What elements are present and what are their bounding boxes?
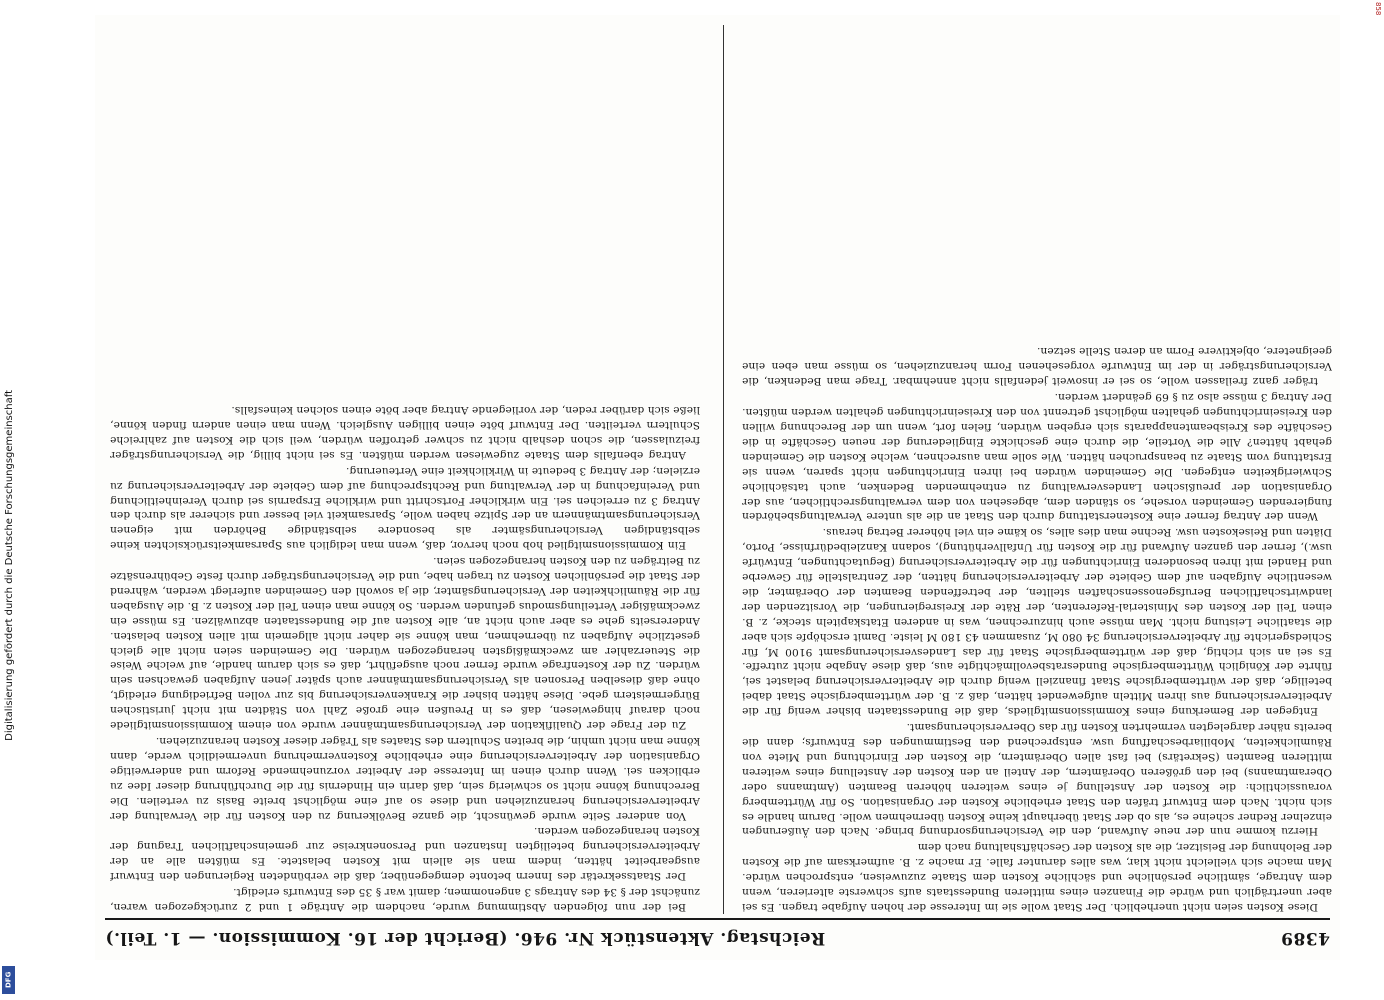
page-number: 4389	[1280, 928, 1330, 948]
paragraph: Der Staatssekretär des Innern betonte demgegenüber, daß die verbündeten Regierungen den Entwurf ausgearbeitet hätten, indem man sie allein mit Kosten belastete. Es müßten alle an der Arbeiterversicherung beteiligten Instanzen und Personenkreise zur gemeinschaftlichen Tragung der Kosten herangezogen werden.	[110, 825, 700, 883]
paragraph: Entgegen der Bemerkung eines Kommissionsmitglieds, daß die Bundesstaaten bisher wenig für die Arbeiterversicherung aus ihren Mitteln aufgewendet hätten, daß z. B. der württembergische Staat dabei beteilige, daß der württembergische Staat finanziell wenig durch die Arbeiterversicherung belastet sei, führte der Königlich Württembergische Bundesratsbevollmächtigte aus, daß diese Angabe nicht zutreffe. Es sei an sich richtig, daß der württembergische Staat für das Landesversicherungsamt 9100 M, für Schiedsgerichte für Arbeiterversicherung 34 080 M, zusammen 43 180 M leiste. Damit erschöpfe sich aber die staatliche Leistung nicht. Man müsse auch hinzurechnen, was in anderen Etatskapiteln stecke, z. B. einen Teil der Kosten des Ministerial-Referenten, der Räte der Kreisregierungen, die Vorsitzenden der landwirtschaftlichen Berufsgenossenschaften stellten, der betreffenden Beamten der Oberämter, die wesentliche Aufgaben auf dem Gebiete der Arbeiterversicherung hätten, der Zentralstelle für Gewerbe und Handel mit ihren besonderen Einrichtungen für die Arbeiterversicherung (Begutachtungen, Entwürfe usw.), ferner den ganzen Aufwand für die Kosten für Unfallverhütung), sodann Kanzleibedürfnisse, Porto, Diäten und Reisekosten usw. Rechne man dies alles, so käme ein viel höherer Betrag heraus.	[742, 526, 1332, 718]
scan-id-label: 858	[1374, 2, 1382, 16]
dfg-logo: DFG	[2, 966, 15, 994]
header-rule	[105, 918, 1330, 920]
left-column	[742, 23, 1332, 914]
rotated-page	[95, 15, 1340, 960]
paragraph: Wenn der Antrag ferner eine Kostenerstattung durch den Staat an die als untere Verwaltungsbehörden fungierenden Gemeinden vorsehe, so ständen dem, abgesehen von dem verwaltungsrechtlichen, aus der Organisation der preußischen Landesverwaltung zu entnehmenden Bedenken, auch tatsächliche Schwierigkeiten entgegen. Die Gemeinden würden bei ihren Einrichtungen nicht sparen, wenn sie Erstattung vom Staate zu beanspruchen hätten. Wie solle man ausrechnen, welche Kosten die Gemeinden gehabt hätten? Alle die Vorteile, die durch eine geschickte Eingliederung der neuen Geschäfte in die Geschäfte des Kreisbeamtenapparats sich ergeben würden, fielen fort, wenn um der Berechnung willen den Kreiseinrichtungen gehalten möglichst getrennt von den Kreiseinrichtungen gehalten werden müßten. Der Antrag 3 müsse also zu § 69 geändert werden.	[742, 391, 1332, 523]
paragraph: Zu der Frage der Qualifikation der Versicherungsamtmänner wurde von einem Kommissionsmitgliede noch darauf hingewiesen, daß es in Preußen eine große Zahl von Städten mit nicht juristischen Bürgermeistern gebe. Diese hätten bisher die Krankenversicherung bis zur vollen Befriedigung erledigt, ohne daß dieselben Personen als Versicherungsamtmänner auch später jenen Aufgaben gewachsen sein würden. Zu der Kostenfrage wurde ferner noch ausgeführt, daß es sich darum handle, auf welche Weise die Steuerzahler am zweckmäßigsten herangezogen würden. Die Gemeinden seien nicht alle gleich gesetzliche Aufgaben zu übernehmen, man könne sie daher nicht allgemein mit allen Kosten belasten. Andererseits gehe es aber auch nicht an, alle Kosten auf die Bundesstaaten abzuwälzen. Es müsse ein zweckmäßiger Verteilungsmodus gefunden werden. So könne man einen Teil der Kosten z. B. die Ausgaben für die Räumlichkeiten der Versicherungsämter, die ja sowohl den Gemeinden auferlegt werden, während der Staat die persönlichen Kosten zu tragen habe, und die Versicherungsträger durch feste Gebührensätze zu Beiträgen zu den Kosten herangezogen seien.	[110, 555, 700, 732]
right-column	[110, 23, 700, 914]
page-header	[105, 920, 1330, 956]
paragraph: Von anderer Seite wurde gewünscht, die ganze Bevölkerung zu den Kosten für die Verwaltung der Arbeiterversicherung heranzuziehen und diese so auf eine möglichst breite Basis zu verteilen. Die Berechnung könne nicht so schwierig sein, daß darin ein Hindernis für die Durchführung dieser Idee zu erblicken sei. Wenn durch einen im Interesse der Arbeiter vorzunehmende Reform und anderweitige Organisation der Arbeiterversicherung eine erhebliche Kostenvermehrung unvermeidlich werde, dann könne man nicht umhin, die breiten Schultern des Staates als Träger dieser Kosten heranzuziehen.	[110, 735, 700, 822]
paragraph: träger ganz freilassen wolle, so sei er insoweit jedenfalls nicht annehmbar. Trage man Bedenken, die Versicherungsträger in der im Entwurfe vorgesehenen Form heranzuziehen, so müsse man eben eine geeignetere, objektivere Form an deren Stelle setzen.	[742, 345, 1332, 388]
paragraph: Antrag ebenfalls dem Staate zugewiesen werden müßten. Es sei nicht billig, die Versicherungsträger freizulassen, die schon deshalb nicht zu schwer getroffen würden, weil sich die Kosten auf zahlreiche Schultern verteilten. Der Entwurf böte einen billigen Ausgleich. Wenn man einen andern finden könne, ließe sich darüber reden, der vorliegende Antrag aber böte einen solchen keinesfalls.	[110, 404, 700, 461]
column-divider	[723, 25, 724, 914]
running-head: Reichstag. Aktenstück Nr. 946. (Bericht der 16. Kommission. — 1. Teil.)	[105, 928, 826, 948]
paragraph: Ein Kommissionsmitglied hob noch hervor, daß, wenn man lediglich aus Sparsamkeitsrücksichten keine selbständigen Versicherungsämter als besondere selbständige Behörden mit eigenen Versicherungsamtmännern an der Spitze haben wolle, Sparsamkeit viel besser und sicherer als durch den Antrag 3 zu erreichen sei. Ein wirklicher Fortschritt und wirkliche Ersparnis sei durch Vereinheitlichung und Vereinfachung in der Verwaltung und Rechtsprechung auf dem Gebiete der Arbeiterversicherung zu erzielen; der Antrag 3 bedeute in Wirklichkeit eine Verteuerung.	[110, 464, 700, 552]
paragraph: Diese Kosten seien nicht unerheblich. Der Staat wolle sie im Interesse der hohen Aufgabe tragen. Es sei aber unerträglich und würde die Finanzen eines mittleren Bundesstaats aufs schwerste alterieren, wenn dem Antrage, sämtliche persönliche und sächliche Kosten dem Staate zuzuweisen, entsprochen würde. Man mache sich vielleicht nicht klar, was alles darunter falle. Er mache z. B. aufmerksam auf die Kosten der Belohnung der Beisitzer, die als Kosten der Geschäftshaltung nach dem	[742, 841, 1332, 913]
paragraph: Hierzu komme nun der neue Aufwand, den die Versicherungsordnung bringe. Nach den Äußerungen einzelner Redner scheine es, als ob der Staat überhaupt keine Kosten übernehmen wolle. Darum handle es sich nicht. Nach dem Entwurf träfen den Staat erhebliche Kosten der Organisation. So für Württemberg voraussichtlich: die Kosten der Anstellung je eines weiteren höheren Beamten (Amtmanns oder Oberamtmanns) bei den größeren Oberämtern, der Anteil an den Kosten der Anstellung eines weiteren mittleren Beamten (Sekretärs) bei fast allen Oberämtern, die Kosten der Einrichtung und Miete von Räumlichkeiten, Mobiliarbeschaffung usw. entsprechend den Bestimmungen des Entwurfs; dann die bereits näher dargelegten vermehrten Kosten für das Oberversicherungsamt.	[742, 721, 1332, 838]
funding-note: Digitalisierung gefördert durch die Deutsche Forschungsgemeinschaft	[4, 390, 15, 741]
paragraph: Bei der nun folgenden Abstimmung wurde, nachdem die Anträge 1 und 2 zurückgezogen waren, zunächst der § 34 des Antrags 3 angenommen; damit war § 35 des Entwurfs erledigt.	[110, 886, 700, 913]
